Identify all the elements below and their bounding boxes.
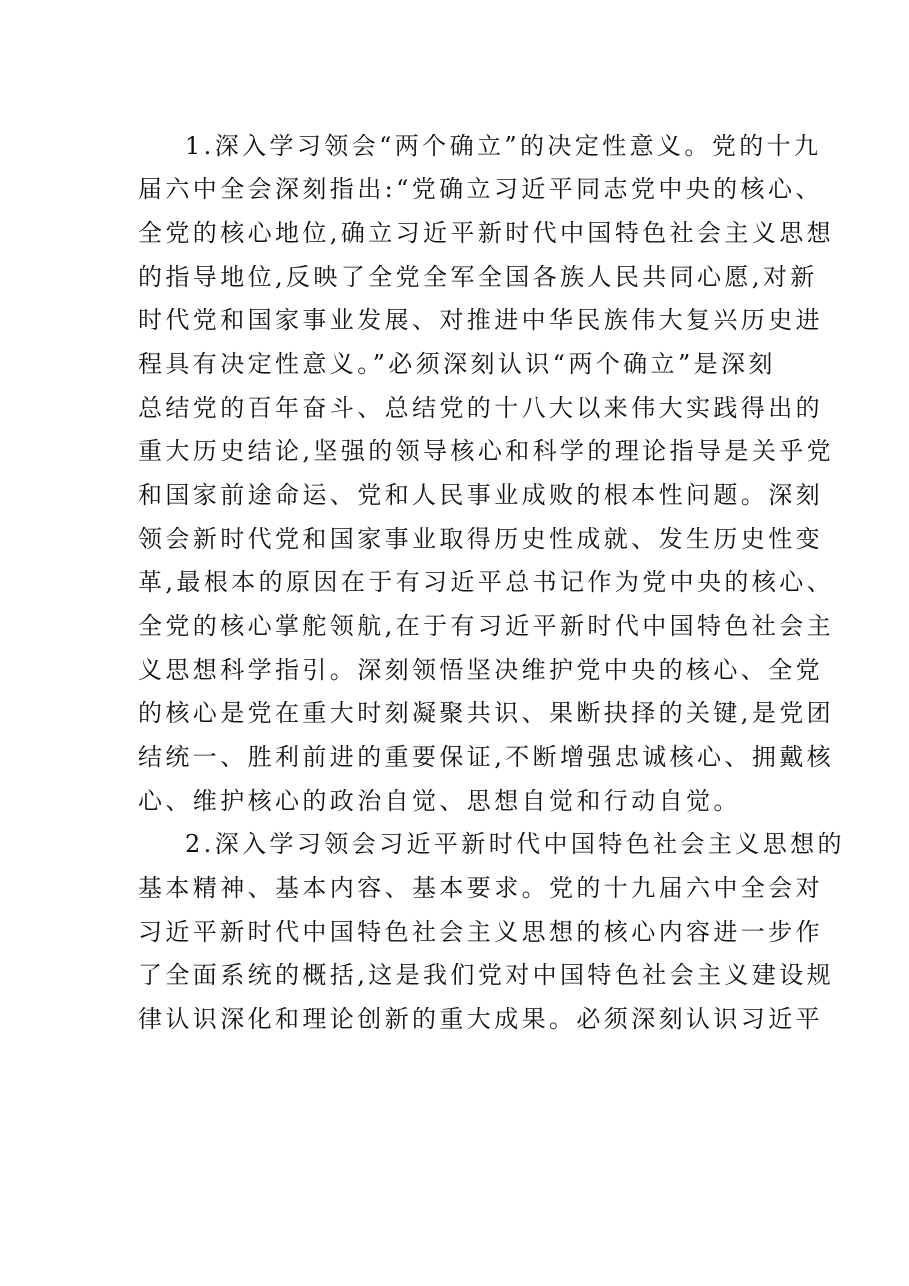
- paragraph-1-line-11: 革,最根本的原因在于有习近平总书记作为党中央的核心、: [138, 568, 835, 596]
- paragraph-2-line-3: 习近平新时代中国特色社会主义思想的核心内容进一步作: [138, 918, 823, 946]
- paragraph-1-line-13: 义思想科学指引。深刻领悟坚决维护党中央的核心、全党: [138, 656, 823, 684]
- paragraph-2-line-2: 基本精神、基本内容、基本要求。党的十九届六中全会对: [138, 874, 823, 902]
- paragraph-1-line-5: 时代党和国家事业发展、对推进中华民族伟大复兴历史进: [138, 306, 823, 334]
- paragraph-1-line-8: 重大历史结论,坚强的领导核心和科学的理论指导是关乎党: [138, 437, 835, 465]
- paragraph-2-line-1: 2.深入学习领会习近平新时代中国特色社会主义思想的: [185, 830, 845, 858]
- paragraph-1-line-7: 总结党的百年奋斗、总结党的十八大以来伟大实践得出的: [138, 394, 823, 422]
- paragraph-1-line-1: 1.深入学习领会“两个确立”的决定性意义。党的十九: [185, 132, 822, 160]
- paragraph-1-line-15: 结统一、胜利前进的重要保证,不断增强忠诚核心、拥戴核: [138, 743, 835, 771]
- paragraph-1-line-3: 全党的核心地位,确立习近平新时代中国特色社会主义思想: [138, 219, 835, 247]
- paragraph-1-line-12: 全党的核心掌舵领航,在于有习近平新时代中国特色社会主: [138, 612, 835, 640]
- paragraph-1-line-10: 领会新时代党和国家事业取得历史性成就、发生历史性变: [138, 525, 823, 553]
- paragraph-1-line-16: 心、维护核心的政治自觉、思想自觉和行动自觉。: [138, 787, 741, 815]
- paragraph-1-line-4: 的指导地位,反映了全党全军全国各族人民共同心愿,对新: [138, 263, 818, 291]
- paragraph-1-line-14: 的核心是党在重大时刻凝聚共识、果断抉择的关键,是党团: [138, 699, 835, 727]
- paragraph-2-line-5: 律认识深化和理论创新的重大成果。必须深刻认识习近平: [138, 1005, 823, 1033]
- paragraph-1-line-6: 程具有决定性意义。”必须深刻认识“两个确立”是深刻: [138, 350, 776, 378]
- paragraph-2-line-4: 了全面系统的概括,这是我们党对中国特色社会主义建设规: [138, 961, 835, 989]
- paragraph-1-line-9: 和国家前途命运、党和人民事业成败的根本性问题。深刻: [138, 481, 823, 509]
- paragraph-1-line-2: 届六中全会深刻指出:“党确立习近平同志党中央的核心、: [138, 175, 823, 203]
